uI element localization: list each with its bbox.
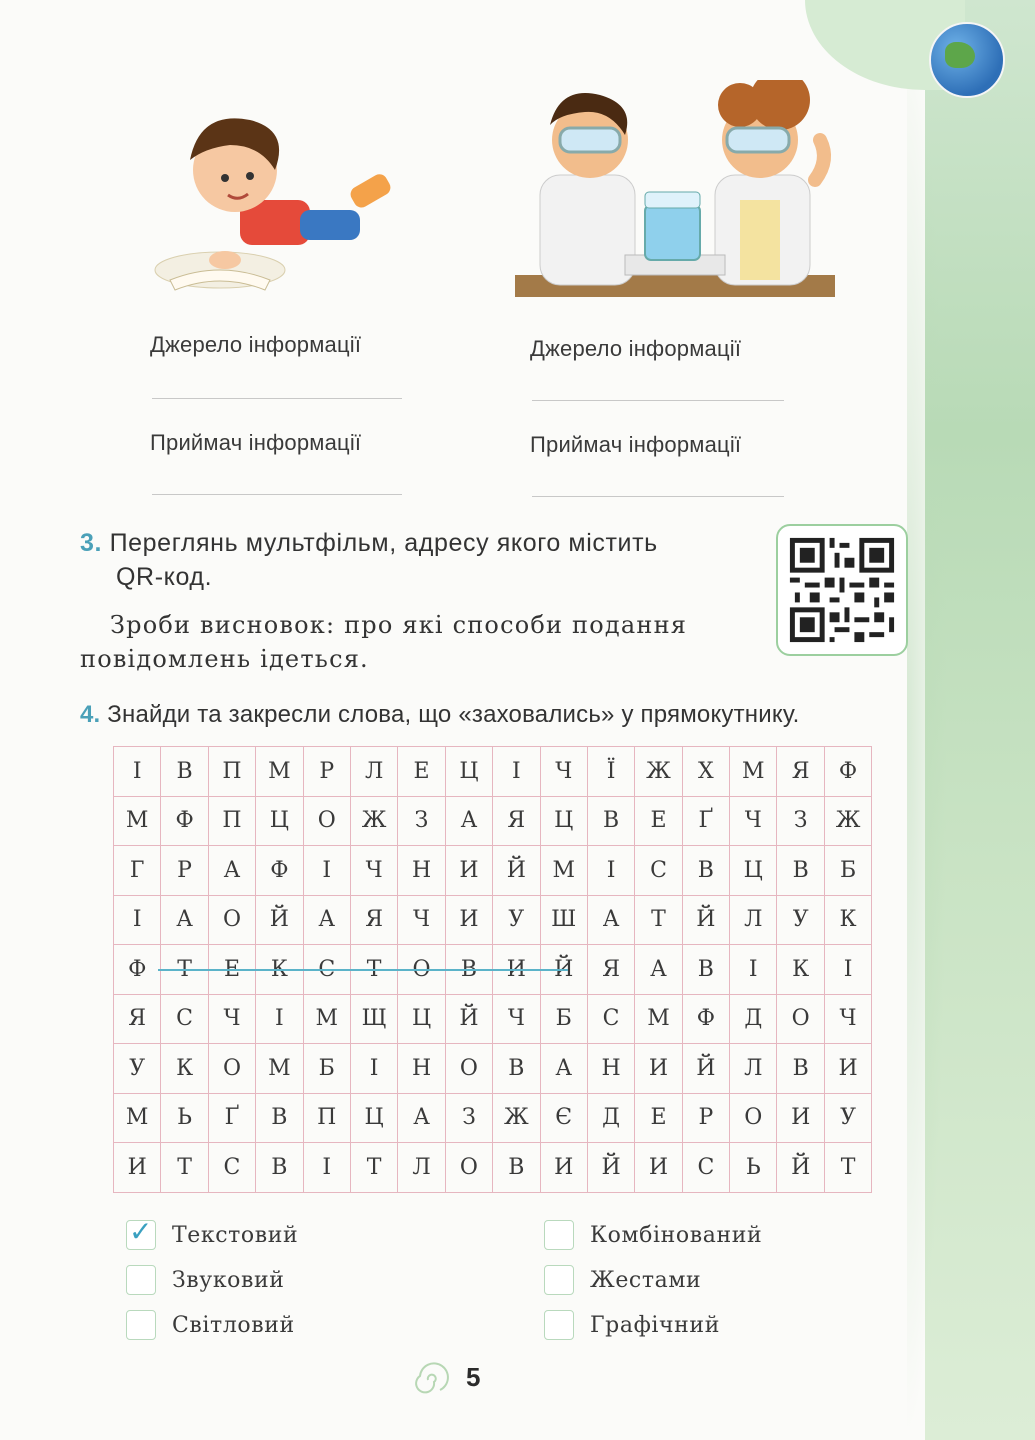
grid-cell[interactable]: У xyxy=(824,1093,871,1143)
grid-cell[interactable]: Ь xyxy=(730,1143,777,1193)
task3-line2: QR-код. xyxy=(116,563,213,591)
grid-cell[interactable]: У xyxy=(493,895,540,945)
option-row[interactable] xyxy=(126,1215,299,1250)
grid-cell[interactable]: З xyxy=(398,796,445,846)
grid-cell[interactable]: Н xyxy=(398,846,445,896)
grid-cell[interactable]: Й xyxy=(682,895,729,945)
grid-cell[interactable]: Є xyxy=(540,1093,587,1143)
grid-cell[interactable]: Ф xyxy=(114,945,161,995)
grid-cell[interactable]: М xyxy=(256,747,303,797)
qr-code[interactable] xyxy=(776,524,908,656)
option-checkbox[interactable] xyxy=(126,1310,156,1340)
grid-cell[interactable]: В xyxy=(777,1044,824,1094)
grid-cell[interactable]: Ш xyxy=(540,895,587,945)
grid-cell[interactable]: А xyxy=(540,1044,587,1094)
grid-cell[interactable]: Р xyxy=(161,846,208,896)
grid-cell[interactable]: Й xyxy=(540,945,587,995)
grid-cell[interactable]: І xyxy=(114,895,161,945)
grid-cell[interactable]: Ц xyxy=(540,796,587,846)
grid-cell[interactable]: І xyxy=(730,945,777,995)
grid-cell[interactable]: Я xyxy=(493,796,540,846)
option-checkbox[interactable] xyxy=(544,1220,574,1250)
option-checkbox[interactable] xyxy=(126,1215,156,1250)
grid-cell[interactable]: Т xyxy=(350,1143,397,1193)
grid-cell[interactable]: И xyxy=(824,1044,871,1094)
page-number: 5 xyxy=(466,1362,481,1392)
option-label: Світловий xyxy=(172,1312,295,1338)
grid-cell[interactable]: Е xyxy=(208,945,255,995)
grid-cell[interactable]: Ц xyxy=(445,747,492,797)
grid-cell[interactable]: І xyxy=(587,846,634,896)
task3-conclusion-line2: повідомлень ідеться. xyxy=(80,645,369,673)
grid-cell[interactable]: М xyxy=(256,1044,303,1094)
grid-cell[interactable]: В xyxy=(445,945,492,995)
grid-cell[interactable]: П xyxy=(208,796,255,846)
grid-cell[interactable]: І xyxy=(824,945,871,995)
grid-cell[interactable]: Ф xyxy=(682,994,729,1044)
grid-cell[interactable]: З xyxy=(777,796,824,846)
grid-row xyxy=(114,895,872,945)
strike-through-line xyxy=(158,969,568,971)
grid-cell[interactable]: Ж xyxy=(350,796,397,846)
grid-cell[interactable]: П xyxy=(303,1093,350,1143)
grid-cell[interactable]: К xyxy=(777,945,824,995)
grid-cell[interactable]: О xyxy=(208,1044,255,1094)
grid-cell[interactable]: А xyxy=(398,1093,445,1143)
grid-cell[interactable]: Ц xyxy=(256,796,303,846)
grid-cell[interactable]: Я xyxy=(350,895,397,945)
grid-row xyxy=(114,994,872,1044)
grid-row xyxy=(114,846,872,896)
grid-cell[interactable]: Е xyxy=(635,1093,682,1143)
left-receiver-answer-line[interactable] xyxy=(152,494,402,495)
grid-cell[interactable]: Ц xyxy=(350,1093,397,1143)
grid-cell[interactable]: М xyxy=(540,846,587,896)
grid-cell[interactable]: Ф xyxy=(824,747,871,797)
grid-cell[interactable]: И xyxy=(493,945,540,995)
grid-cell[interactable]: И xyxy=(540,1143,587,1193)
grid-row xyxy=(114,796,872,846)
grid-cell[interactable]: О xyxy=(445,1044,492,1094)
grid-cell[interactable]: Я xyxy=(587,945,634,995)
grid-cell[interactable]: М xyxy=(303,994,350,1044)
task3-conclusion xyxy=(80,608,760,676)
grid-cell[interactable]: Ц xyxy=(730,846,777,896)
grid-cell[interactable]: Ф xyxy=(256,846,303,896)
grid-cell[interactable]: И xyxy=(445,846,492,896)
grid-cell[interactable]: У xyxy=(777,895,824,945)
grid-cell[interactable]: Ї xyxy=(587,747,634,797)
task3-line1: Переглянь мультфільм, адресу якого містить xyxy=(109,529,658,557)
grid-cell[interactable]: Т xyxy=(161,945,208,995)
option-checkbox[interactable] xyxy=(544,1310,574,1340)
grid-cell[interactable]: Ч xyxy=(493,994,540,1044)
grid-cell[interactable]: Н xyxy=(587,1044,634,1094)
grid-cell[interactable]: Д xyxy=(730,994,777,1044)
grid-cell[interactable]: І xyxy=(256,994,303,1044)
option-checkbox[interactable] xyxy=(126,1265,156,1295)
task3-instruction xyxy=(80,526,750,594)
option-row[interactable] xyxy=(544,1220,762,1250)
grid-cell[interactable]: Х xyxy=(682,747,729,797)
grid-cell[interactable]: Ь xyxy=(161,1093,208,1143)
grid-cell[interactable]: Й xyxy=(777,1143,824,1193)
grid-cell[interactable]: Н xyxy=(398,1044,445,1094)
grid-cell[interactable]: О xyxy=(398,945,445,995)
grid-cell[interactable]: М xyxy=(635,994,682,1044)
spiral-decoration-icon xyxy=(398,1350,458,1410)
grid-cell[interactable]: П xyxy=(208,747,255,797)
globe-icon xyxy=(929,22,1005,98)
grid-row xyxy=(114,1044,872,1094)
grid-cell[interactable]: Ґ xyxy=(208,1093,255,1143)
option-label: Жестами xyxy=(590,1267,702,1293)
option-label: Комбінований xyxy=(590,1222,763,1248)
grid-cell[interactable]: Л xyxy=(398,1143,445,1193)
grid-cell[interactable]: Б xyxy=(824,846,871,896)
grid-cell[interactable]: В xyxy=(256,1093,303,1143)
right-source-label: Джерело інформації xyxy=(530,336,742,361)
grid-cell[interactable]: Ґ xyxy=(682,796,729,846)
grid-cell[interactable]: Л xyxy=(350,747,397,797)
grid-cell[interactable]: О xyxy=(303,796,350,846)
task4-instruction xyxy=(80,698,910,732)
grid-cell[interactable]: О xyxy=(777,994,824,1044)
grid-cell[interactable]: В xyxy=(161,747,208,797)
grid-cell[interactable]: Ч xyxy=(208,994,255,1044)
grid-cell[interactable]: Ч xyxy=(824,994,871,1044)
grid-cell[interactable]: А xyxy=(635,945,682,995)
right-receiver-label: Приймач інформації xyxy=(530,432,742,457)
grid-cell[interactable]: І xyxy=(303,846,350,896)
grid-cell[interactable]: Ж xyxy=(824,796,871,846)
qr-code-icon xyxy=(780,528,904,652)
grid-cell[interactable]: Л xyxy=(730,895,777,945)
grid-cell[interactable]: Й xyxy=(256,895,303,945)
left-source-label: Джерело інформації xyxy=(150,332,362,357)
grid-cell[interactable]: Д xyxy=(587,1093,634,1143)
grid-cell[interactable]: Й xyxy=(587,1143,634,1193)
grid-cell[interactable]: В xyxy=(493,1143,540,1193)
grid-cell[interactable]: И xyxy=(114,1143,161,1193)
option-row[interactable] xyxy=(544,1310,720,1340)
grid-cell[interactable]: С xyxy=(635,846,682,896)
grid-cell[interactable]: К xyxy=(256,945,303,995)
grid-cell[interactable]: З xyxy=(445,1093,492,1143)
task3-number: 3. xyxy=(80,529,103,557)
grid-cell[interactable]: Т xyxy=(161,1143,208,1193)
grid-cell[interactable]: І xyxy=(303,1143,350,1193)
grid-cell[interactable]: М xyxy=(114,1093,161,1143)
right-receiver-answer-line[interactable] xyxy=(532,496,784,497)
grid-cell[interactable]: С xyxy=(303,945,350,995)
grid-cell[interactable]: Щ xyxy=(350,994,397,1044)
grid-cell[interactable]: Ц xyxy=(398,994,445,1044)
grid-cell[interactable]: А xyxy=(303,895,350,945)
grid-cell[interactable]: С xyxy=(208,1143,255,1193)
grid-cell[interactable]: С xyxy=(161,994,208,1044)
grid-cell[interactable]: К xyxy=(824,895,871,945)
grid-cell[interactable]: Ч xyxy=(730,796,777,846)
grid-cell[interactable]: Р xyxy=(682,1093,729,1143)
grid-cell[interactable]: Я xyxy=(114,994,161,1044)
grid-cell[interactable]: А xyxy=(587,895,634,945)
grid-cell[interactable]: К xyxy=(161,1044,208,1094)
grid-cell[interactable]: Ч xyxy=(350,846,397,896)
grid-cell[interactable]: І xyxy=(350,1044,397,1094)
grid-cell[interactable]: В xyxy=(682,846,729,896)
option-checkbox[interactable] xyxy=(544,1265,574,1295)
grid-cell[interactable]: Я xyxy=(777,747,824,797)
grid-cell[interactable]: Ж xyxy=(493,1093,540,1143)
grid-cell[interactable]: В xyxy=(587,796,634,846)
grid-cell[interactable]: Й xyxy=(493,846,540,896)
grid-cell[interactable]: І xyxy=(493,747,540,797)
left-receiver-label: Приймач інформації xyxy=(150,430,362,455)
grid-row xyxy=(114,747,872,797)
grid-cell[interactable]: А xyxy=(445,796,492,846)
grid-cell[interactable]: І xyxy=(114,747,161,797)
grid-cell[interactable]: Й xyxy=(682,1044,729,1094)
scientists-illustration xyxy=(515,80,845,305)
task4-text: Знайди та закресли слова, що «заховались» у прямокутнику. xyxy=(107,701,800,728)
option-row[interactable] xyxy=(544,1265,701,1295)
grid-cell[interactable]: Ж xyxy=(635,747,682,797)
grid-cell[interactable]: В xyxy=(493,1044,540,1094)
boy-reading-illustration xyxy=(150,90,420,310)
grid-cell[interactable]: Г xyxy=(114,846,161,896)
grid-cell[interactable]: И xyxy=(777,1093,824,1143)
grid-cell[interactable]: Б xyxy=(303,1044,350,1094)
left-source-answer-line[interactable] xyxy=(152,398,402,399)
grid-cell[interactable]: О xyxy=(445,1143,492,1193)
grid-cell[interactable]: И xyxy=(635,1044,682,1094)
grid-cell[interactable]: У xyxy=(114,1044,161,1094)
grid-cell[interactable]: Т xyxy=(635,895,682,945)
grid-cell[interactable]: Б xyxy=(540,994,587,1044)
grid-cell[interactable]: Л xyxy=(730,1044,777,1094)
grid-row xyxy=(114,1143,872,1193)
grid-cell[interactable]: С xyxy=(682,1143,729,1193)
grid-cell[interactable]: Ч xyxy=(398,895,445,945)
grid-cell[interactable]: И xyxy=(635,1143,682,1193)
task4-number: 4. xyxy=(80,701,101,728)
option-row[interactable] xyxy=(126,1310,295,1340)
grid-cell[interactable]: Т xyxy=(824,1143,871,1193)
grid-cell[interactable]: И xyxy=(445,895,492,945)
grid-cell[interactable]: В xyxy=(682,945,729,995)
grid-cell[interactable]: В xyxy=(256,1143,303,1193)
grid-cell[interactable]: Й xyxy=(445,994,492,1044)
option-label: Звуковий xyxy=(172,1267,285,1293)
grid-cell[interactable]: Ч xyxy=(540,747,587,797)
grid-cell[interactable]: О xyxy=(208,895,255,945)
decorative-green-panel xyxy=(925,0,1035,1440)
grid-cell[interactable]: Т xyxy=(350,945,397,995)
option-label: Текстовий xyxy=(172,1222,299,1248)
grid-cell[interactable]: Е xyxy=(398,747,445,797)
grid-cell[interactable]: Р xyxy=(303,747,350,797)
checkmark-icon: ✓ xyxy=(129,1215,153,1248)
grid-cell[interactable]: Е xyxy=(635,796,682,846)
right-source-answer-line[interactable] xyxy=(532,400,784,401)
option-label: Графічний xyxy=(590,1312,720,1338)
task3-conclusion-line1: Зроби висновок: про які способи подання xyxy=(110,611,688,639)
grid-row xyxy=(114,1093,872,1143)
grid-cell[interactable]: Ф xyxy=(161,796,208,846)
option-row[interactable] xyxy=(126,1265,285,1295)
grid-cell[interactable]: М xyxy=(114,796,161,846)
grid-cell[interactable]: В xyxy=(777,846,824,896)
grid-cell[interactable]: М xyxy=(730,747,777,797)
grid-cell[interactable]: О xyxy=(730,1093,777,1143)
grid-cell[interactable]: С xyxy=(587,994,634,1044)
grid-cell[interactable]: А xyxy=(161,895,208,945)
grid-cell[interactable]: А xyxy=(208,846,255,896)
